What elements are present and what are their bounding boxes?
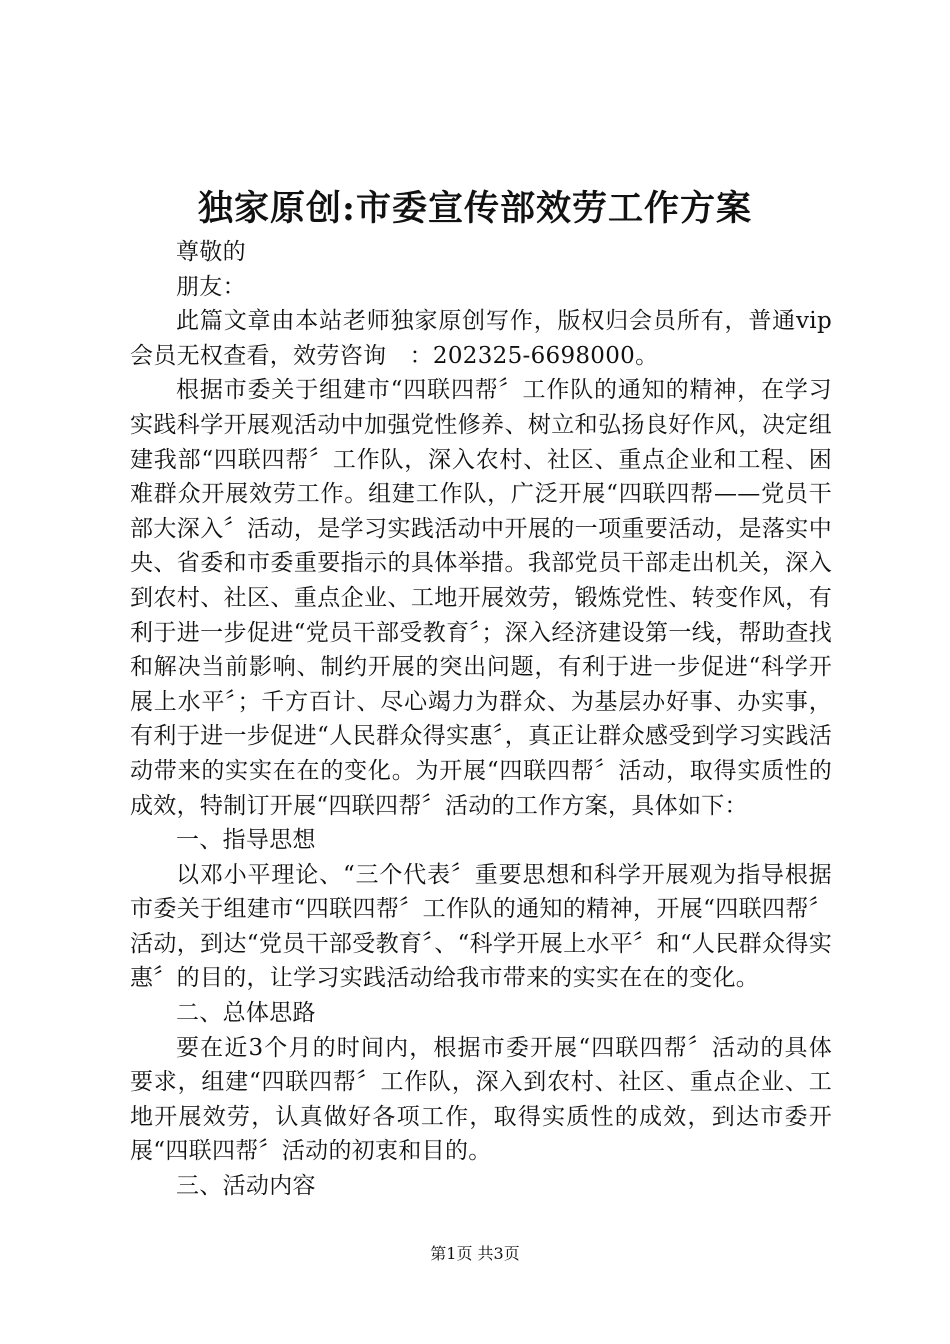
section-heading-guiding-ideology: 一、指导思想 <box>176 827 316 854</box>
greeting-line-1: 尊敬的 <box>176 239 246 265</box>
section-heading-activity-content: 三、活动内容 <box>176 1173 316 1200</box>
section-heading-overall-approach: 二、总体思路 <box>176 1000 316 1027</box>
document-body <box>130 235 832 1204</box>
copyright-notice: 此篇文章由本站老师独家原创写作，版权归会员所有，普通vip会员无权查看，效劳咨询 ：202325-6698000。 <box>130 308 832 369</box>
greeting-line-2: 朋友： <box>176 273 246 300</box>
guiding-ideology-paragraph: 以邓小平理论、“三个代表〞重要思想和科学开展观为指导根据市委关于组建市“四联四帮〞工作队的通知的精神，开展“四联四帮〞活动，到达“党员干部受教育〞、“科学开展上水平〞和“人民群众得实惠〞的目的，让学习实践活动给我市带来的实实在在的变化。 <box>130 861 832 992</box>
intro-paragraph: 根据市委关于组建市“四联四帮〞工作队的通知的精神，在学习实践科学开展观活动中加强党性修养、树立和弘扬良好作风，决定组建我部“四联四帮〞工作队，深入农村、社区、重点企业和工程、困难群众开展效劳工作。组建工作队，广泛开展“四联四帮——党员干部大深入〞活动，是学习实践活动中开展的一项重要活动，是落实中央、省委和市委重要指示的具体举措。我部党员干部走出机关，深入到农村、社区、重点企业、工地开展效劳，锻炼党性、转变作风，有利于进一步促进“党员干部受教育〞；深入经济建设第一线，帮助查找和解决当前影响、制约开展的突出问题，有利于进一步促进“科学开展上水平〞；千方百计、尽心竭力为群众、为基层办好事、办实事，有利于进一步促进“人民群众得实惠〞，真正让群众感受到学习实践活动带来的实实在在的变化。为开展“四联四帮〞活动，取得实质性的成效，特制订开展“四联四帮〞活动的工作方案，具体如下： <box>130 377 832 819</box>
overall-approach-paragraph: 要在近3个月的时间内，根据市委开展“四联四帮〞活动的具体要求，组建“四联四帮〞工作队，深入到农村、社区、重点企业、工地开展效劳，认真做好各项工作，取得实质性的成效，到达市委开展“四联四帮〞活动的初衷和目的。 <box>130 1034 832 1165</box>
document-title: 独家原创:市委宣传部效劳工作方案 <box>198 188 752 229</box>
page-number-footer: 第1页 共3页 <box>430 1244 520 1263</box>
